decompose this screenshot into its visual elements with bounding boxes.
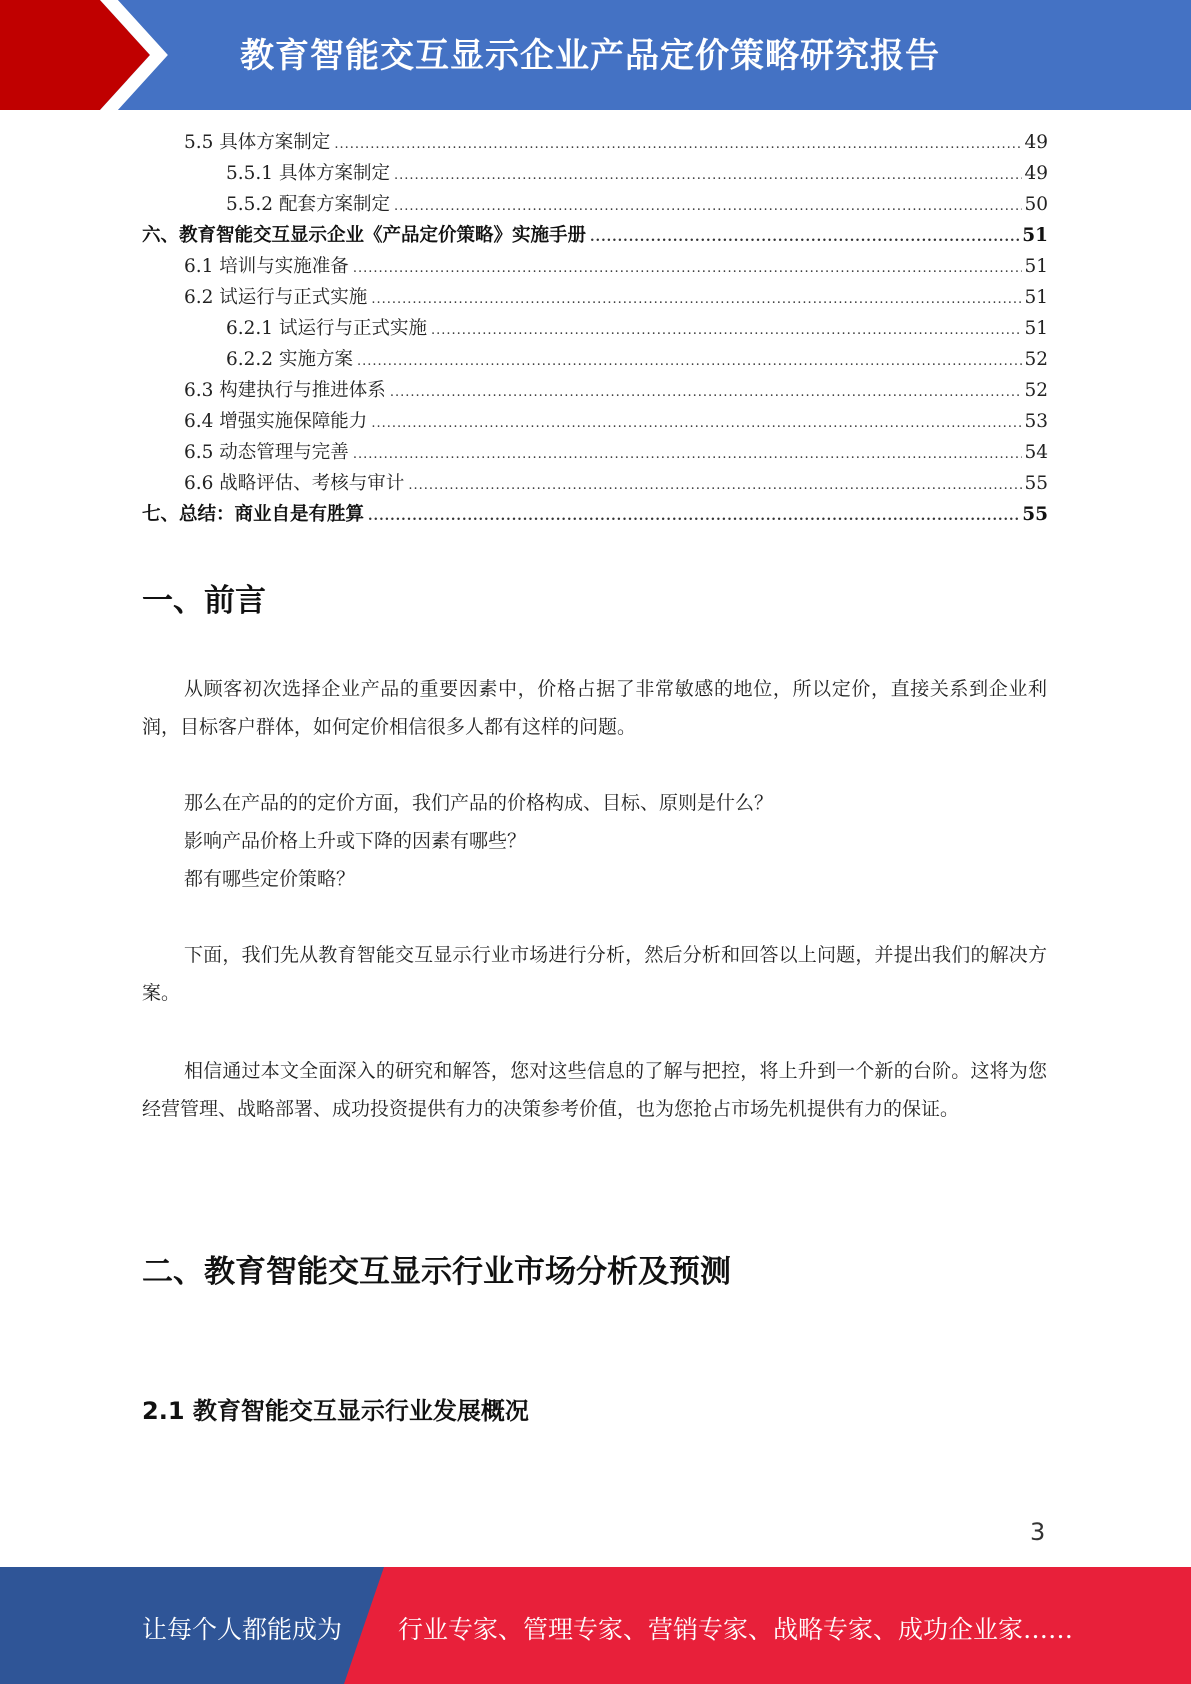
- toc-entry-page: 55: [1024, 473, 1048, 494]
- toc-entry-page: 51: [1024, 318, 1048, 339]
- body-paragraph: 相信通过本文全面深入的研究和解答，您对这些信息的了解与把控，将上升到一个新的台阶。这将为您经营管理、战略部署、成功投资提供有力的决策参考价值，也为您抢占市场先机提供有力的保证。: [142, 1060, 1047, 1120]
- toc-entry[interactable]: [142, 189, 1048, 220]
- toc-entry[interactable]: [142, 158, 1048, 189]
- toc-entry-label: 6.6 战略评估、考核与审计: [184, 473, 405, 494]
- toc-entry[interactable]: [142, 344, 1048, 375]
- toc-leader-dots: [334, 129, 1022, 160]
- toc-leader-dots: [431, 315, 1022, 346]
- toc-leader-dots: [394, 160, 1022, 191]
- toc-entry[interactable]: [142, 282, 1048, 313]
- toc-leader-dots: [371, 284, 1022, 315]
- toc-entry[interactable]: [142, 127, 1048, 158]
- toc-entry-label: 6.2 试运行与正式实施: [184, 287, 368, 308]
- toc-entry-page: 51: [1022, 225, 1048, 246]
- toc-entry-page: 50: [1024, 194, 1048, 215]
- section-heading: 二、教育智能交互显示行业市场分析及预测: [142, 1254, 731, 1290]
- toc-entry-label: 6.4 增强实施保障能力: [184, 411, 368, 432]
- toc-entry-page: 54: [1024, 442, 1048, 463]
- toc-entry[interactable]: [142, 375, 1048, 406]
- toc-entry[interactable]: [142, 313, 1048, 344]
- toc-entry-page: 51: [1024, 287, 1048, 308]
- toc-entry-page: 49: [1024, 132, 1048, 153]
- toc-entry-label: 七、总结：商业自是有胜算: [142, 504, 365, 525]
- toc-entry-label: 5.5.2 配套方案制定: [226, 194, 390, 215]
- toc-leader-dots: [394, 191, 1022, 222]
- toc-entry-page: 53: [1024, 411, 1048, 432]
- table-of-contents: [142, 127, 1048, 530]
- toc-entry[interactable]: [142, 220, 1048, 251]
- toc-leader-dots: [590, 222, 1020, 253]
- toc-entry-page: 52: [1024, 349, 1048, 370]
- toc-entry[interactable]: [142, 468, 1048, 499]
- toc-entry-label: 6.1 培训与实施准备: [184, 256, 349, 277]
- toc-entry-page: 49: [1024, 163, 1048, 184]
- toc-entry[interactable]: [142, 437, 1048, 468]
- footer-slogan-right: 行业专家、管理专家、营销专家、战略专家、成功企业家……: [398, 1615, 1074, 1644]
- toc-entry-page: 52: [1024, 380, 1048, 401]
- toc-entry-label: 6.5 动态管理与完善: [184, 442, 349, 463]
- question-list: [184, 784, 773, 898]
- toc-leader-dots: [357, 346, 1023, 377]
- question-item: 那么在产品的的定价方面，我们产品的价格构成、目标、原则是什么？: [184, 792, 774, 814]
- footer-slogan-left: 让每个人都能成为: [142, 1615, 343, 1644]
- body-paragraph: 下面，我们先从教育智能交互显示行业市场进行分析，然后分析和回答以上问题，并提出我们的解决方案。: [142, 944, 1047, 1004]
- toc-leader-dots: [353, 439, 1023, 470]
- toc-leader-dots: [371, 408, 1022, 439]
- page-header: [0, 0, 1191, 110]
- subsection-heading: 2.1 教育智能交互显示行业发展概况: [142, 1397, 529, 1425]
- toc-entry[interactable]: [142, 251, 1048, 282]
- toc-leader-dots: [368, 501, 1020, 532]
- toc-entry[interactable]: [142, 406, 1048, 437]
- toc-leader-dots: [408, 470, 1022, 501]
- section-heading: 一、前言: [142, 583, 266, 619]
- report-title: 教育智能交互显示企业产品定价策略研究报告: [240, 36, 940, 76]
- body-paragraph: 从顾客初次选择企业产品的重要因素中，价格占据了非常敏感的地位，所以定价，直接关系到企业利润，目标客户群体，如何定价相信很多人都有这样的问题。: [142, 678, 1047, 738]
- toc-entry-label: 6.2.2 实施方案: [226, 349, 353, 370]
- toc-entry-label: 5.5 具体方案制定: [184, 132, 331, 153]
- toc-entry-label: 6.2.1 试运行与正式实施: [226, 318, 427, 339]
- toc-entry[interactable]: [142, 499, 1048, 530]
- toc-entry-page: 51: [1024, 256, 1048, 277]
- toc-leader-dots: [390, 377, 1023, 408]
- question-item: 都有哪些定价策略？: [184, 868, 356, 890]
- page-footer: [0, 1567, 1191, 1684]
- question-item: 影响产品价格上升或下降的因素有哪些？: [184, 830, 527, 852]
- toc-entry-label: 5.5.1 具体方案制定: [226, 163, 390, 184]
- page-number: 3: [1030, 1518, 1046, 1546]
- toc-entry-page: 55: [1022, 504, 1048, 525]
- toc-entry-label: 六、教育智能交互显示企业《产品定价策略》实施手册: [142, 225, 587, 246]
- toc-leader-dots: [353, 253, 1023, 284]
- toc-entry-label: 6.3 构建执行与推进体系: [184, 380, 386, 401]
